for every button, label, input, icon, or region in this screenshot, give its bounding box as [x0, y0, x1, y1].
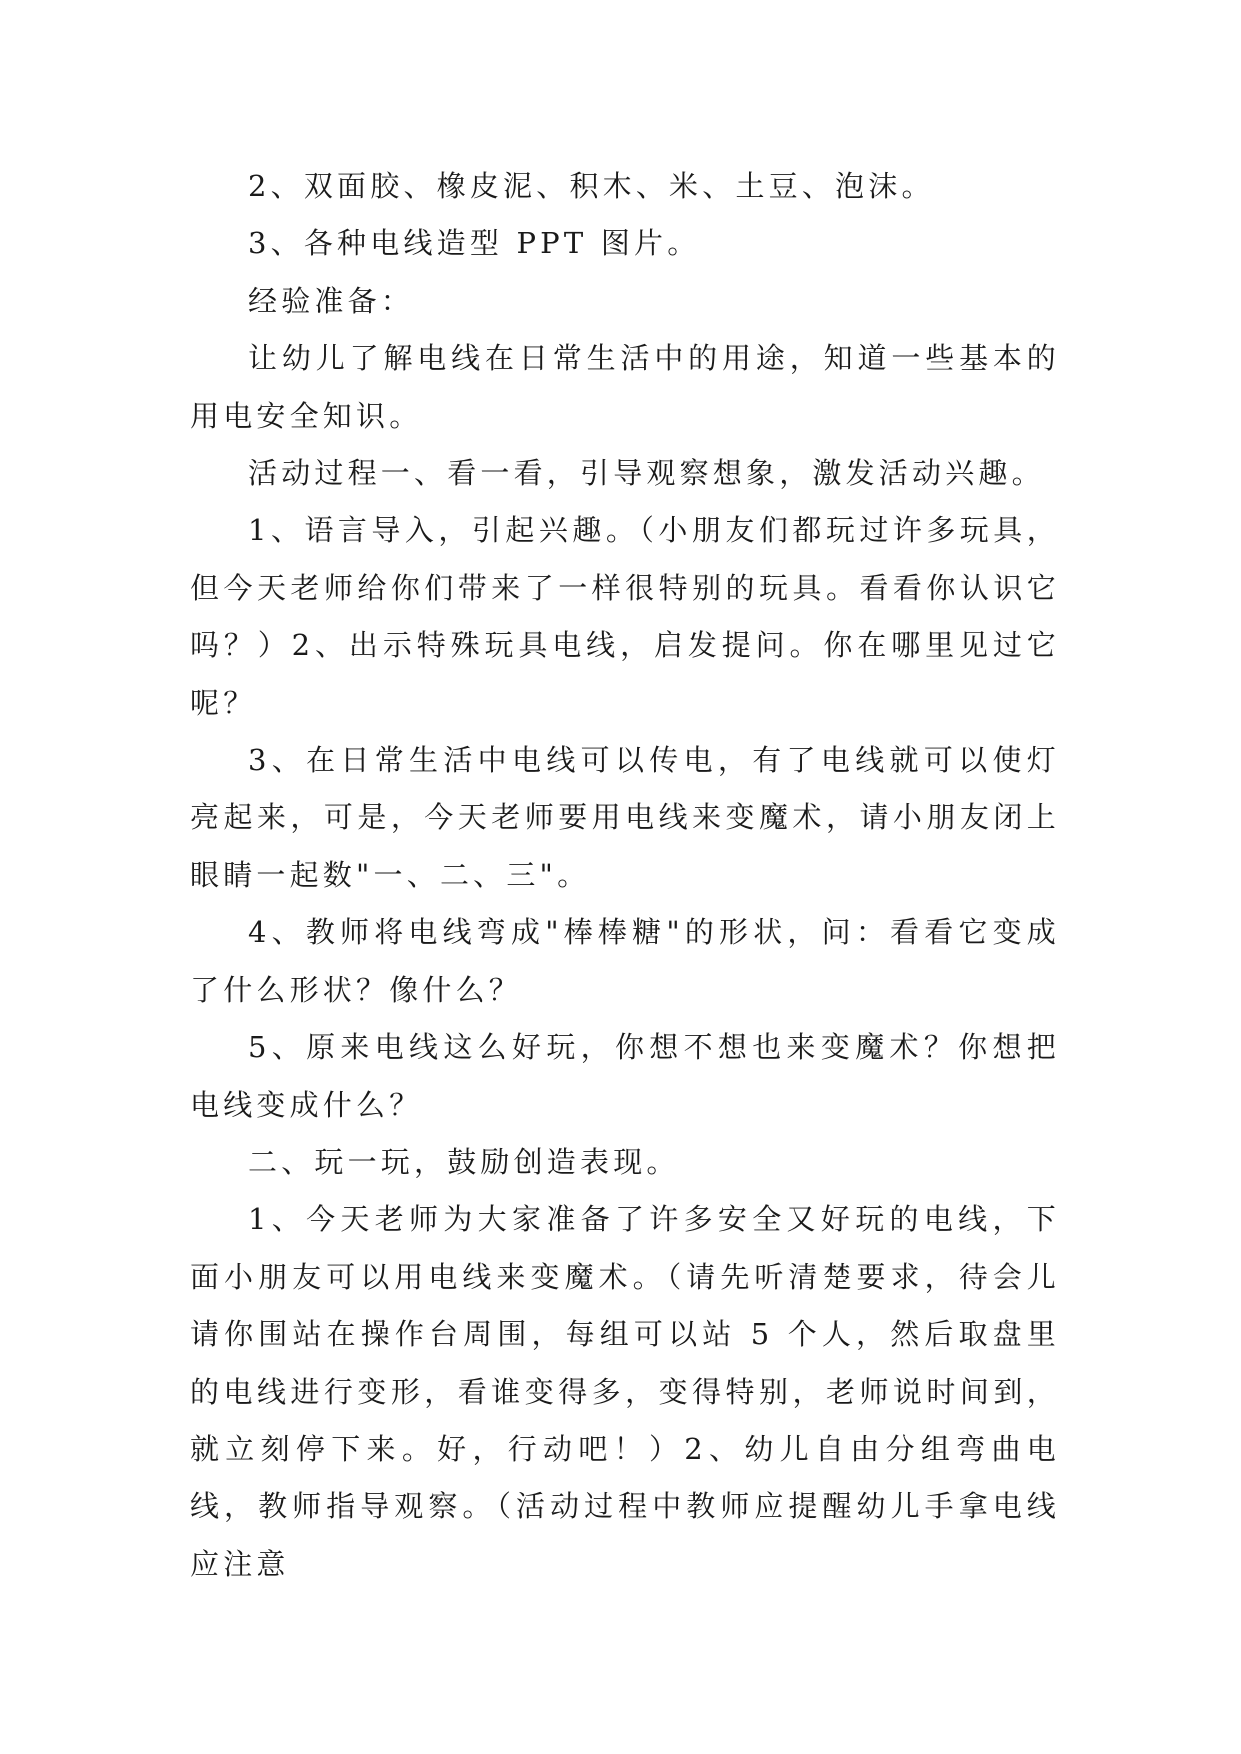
paragraph-materials-3: 3、各种电线造型 PPT 图片。 [248, 226, 701, 261]
paragraph-step-5: 5、原来电线这么好玩，你想不想也来变魔术？你想把电线变成什么？ [190, 1030, 1060, 1122]
paragraph-process-heading: 活动过程一、看一看，引导观察想象，激发活动兴趣。 [248, 456, 1045, 491]
paragraph-section-2-step-1: 1、今天老师为大家准备了许多安全又好玩的电线，下面小朋友可以用电线来变魔术。（请先听清楚要求，待会儿请你围站在操作台周围，每组可以站 5 个人，然后取盘里的电线进行变形，看谁变得多，变得特别，老师说时间到，就立刻停下来。好，行动吧！）2、幼儿自由分组弯曲电线，教师指导观察。（活动过程中教师应提醒幼儿手拿电线应注意 [190, 1202, 1060, 1581]
paragraph-materials-2: 2、双面胶、橡皮泥、积木、米、土豆、泡沫。 [248, 169, 935, 203]
paragraph-step-4: 4、教师将电线弯成"棒棒糖"的形状，问：看看它变成了什么形状？像什么？ [190, 915, 1060, 1007]
paragraph-section-2-heading: 二、玩一玩，鼓励创造表现。 [248, 1144, 680, 1179]
document-body [190, 158, 1060, 1593]
paragraph-experience-body: 让幼儿了解电线在日常生活中的用途，知道一些基本的用电安全知识。 [190, 341, 1060, 433]
paragraph-step-3: 3、在日常生活中电线可以传电，有了电线就可以使灯亮起来，可是，今天老师要用电线来变魔术，请小朋友闭上眼睛一起数"一、二、三"。 [190, 743, 1060, 892]
paragraph-step-1: 1、语言导入，引起兴趣。（小朋友们都玩过许多玩具，但今天老师给你们带来了一样很特别的玩具。看看你认识它吗？）2、出示特殊玩具电线，启发提问。你在哪里见过它呢？ [190, 513, 1060, 720]
paragraph-experience-heading: 经验准备： [248, 283, 415, 318]
